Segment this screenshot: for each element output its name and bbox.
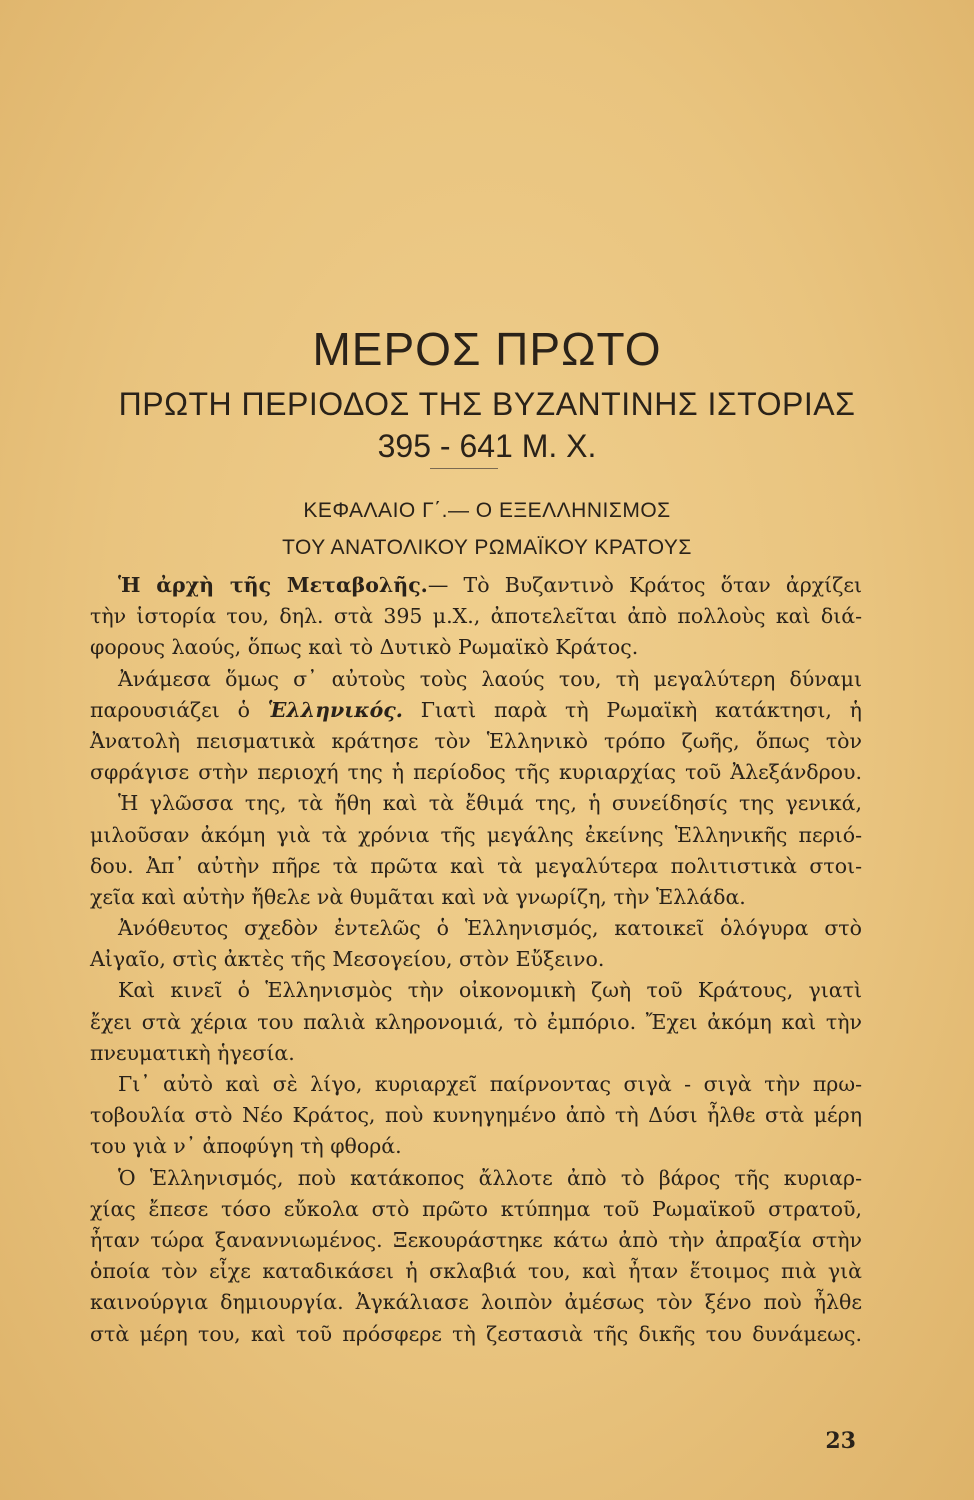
chapter-title-line-1: ΚΕΦΑΛΑΙΟ Γ΄.— Ο ΕΞΕΛΛΗΝΙΣΜΟΣ xyxy=(303,499,671,522)
text-line: Ἡ γλῶσσα της, τὰ ἤθη καὶ τὰ ἔθιμά της, ἡ συνείδησίς της γενικά, xyxy=(118,791,862,816)
text-line: μιλοῦσαν ἀκόμη γιὰ τὰ χρόνια τῆς μεγάλης ἐκείνης Ἑλληνικῆς περιό- xyxy=(90,822,862,847)
text-span: παρουσιάζει ὁ xyxy=(90,697,250,722)
text-span: — Τὸ Βυζαντινὸ Κράτος ὅταν ἀρχίζει xyxy=(427,573,862,597)
period-dates: 395 - 641 Μ. Χ. xyxy=(377,428,597,464)
text-line: στὰ μέρη του, καὶ τοῦ πρόσφερε τὴ ζεστασιὰ τῆς δικῆς του δυνάμεως. xyxy=(90,1321,862,1346)
text-line: Ἀνατολὴ πεισματικὰ κράτησε τὸν Ἑλληνικὸ τρόπο ζωῆς, ὅπως τὸν xyxy=(90,728,862,753)
text-line: ἦταν τώρα ξαναννιωμένος. Ξεκουράστηκε κάτω ἀπὸ τὴν ἀπραξία στὴν xyxy=(90,1227,862,1252)
section-heading: Ἡ ἀρχὴ τῆς Μεταβολῆς. xyxy=(118,573,428,597)
text-line: Αἰγαῖο, στὶς ἀκτὲς τῆς Μεσογείου, στὸν Εὔξεινο. xyxy=(90,947,605,972)
text-line: σφράγισε στὴν περιοχή της ἡ περίοδος τῆς κυριαρχίας τοῦ Ἀλεξάνδρου. xyxy=(90,760,862,785)
text-line: Ἀνάμεσα ὅμως σ᾿ αὐτοὺς τοὺς λαούς του, τὴ μεγαλύτερη δύναμι xyxy=(118,666,862,691)
text-line: φορους λαούς, ὅπως καὶ τὸ Δυτικὸ Ρωμαϊκὸ Κράτος. xyxy=(90,635,639,660)
text-line: Ὁ Ἑλληνισμός, ποὺ κατάκοπος ἄλλοτε ἀπὸ τὸ βάρος τῆς κυριαρ- xyxy=(118,1165,862,1190)
divider xyxy=(430,468,498,469)
text-line: ὁποία τὸν εἶχε καταδικάσει ἡ σκλαβιά του, καὶ ἦταν ἕτοιμος πιὰ γιὰ xyxy=(90,1259,862,1284)
text-line: δου. Ἀπ᾿ αὐτὴν πῆρε τὰ πρῶτα καὶ τὰ μεγαλύτερα πολιτιστικὰ στοι- xyxy=(90,853,862,878)
text-line: καινούργια δημιουργία. Ἀγκάλιασε λοιπὸν ἀμέσως τὸν ξένο ποὺ ἦλθε xyxy=(90,1290,862,1315)
part-title: ΜΕΡΟΣ ΠΡΩΤΟ xyxy=(312,323,662,375)
text-line xyxy=(90,695,862,726)
emphasis: Ἑλληνικός. xyxy=(267,697,403,722)
chapter-title-line-2: ΤΟΥ ΑΝΑΤΟΛΙΚΟΥ ΡΩΜΑΪΚΟΥ ΚΡΑΤΟΥΣ xyxy=(282,536,692,559)
text-line: του γιὰ ν᾿ ἀποφύγη τὴ φθορά. xyxy=(90,1134,402,1159)
text-line xyxy=(90,570,862,601)
text-line: Ἀνόθευτος σχεδὸν ἐντελῶς ὁ Ἑλληνισμός, κατοικεῖ ὁλόγυρα στὸ xyxy=(118,916,862,941)
text-line: χίας ἔπεσε τόσο εὔκολα στὸ πρῶτο κτύπημα τοῦ Ρωμαϊκοῦ στρατοῦ, xyxy=(90,1196,862,1221)
body-text xyxy=(90,570,862,1350)
text-span: Γιατὶ παρὰ τὴ Ρωμαϊκὴ κατάκτησι, ἡ xyxy=(420,697,862,722)
text-line: τὴν ἱστορία του, δηλ. στὰ 395 μ.Χ., ἀποτελεῖται ἀπὸ πολλοὺς καὶ διά- xyxy=(90,604,862,629)
text-line: τοβουλία στὸ Νέο Κράτος, ποὺ κυνηγημένο ἀπὸ τὴ Δύσι ἦλθε στὰ μέρη xyxy=(90,1103,862,1128)
text-line: χεῖα καὶ αὐτὴν ἤθελε νὰ θυμᾶται καὶ νὰ γνωρίζη, τὴν Ἑλλάδα. xyxy=(90,884,746,909)
text-line: Καὶ κινεῖ ὁ Ἑλληνισμὸς τὴν οἰκονομικὴ ζωὴ τοῦ Κράτους, γιατὶ xyxy=(118,978,862,1003)
text-line: πνευματικὴ ἡγεσία. xyxy=(90,1040,295,1065)
page-number: 23 xyxy=(825,1428,856,1454)
text-line: ἔχει στὰ χέρια του παλιὰ κληρονομιά, τὸ ἐμπόριο. Ἔχει ἀκόμη καὶ τὴν xyxy=(90,1009,862,1034)
period-title: ΠΡΩΤΗ ΠΕΡΙΟΔΟΣ ΤΗΣ ΒΥΖΑΝΤΙΝΗΣ ΙΣΤΟΡΙΑΣ xyxy=(118,386,856,422)
text-line: Γι᾿ αὐτὸ καὶ σὲ λίγο, κυριαρχεῖ παίρνοντας σιγὰ - σιγὰ τὴν πρω- xyxy=(118,1072,862,1096)
